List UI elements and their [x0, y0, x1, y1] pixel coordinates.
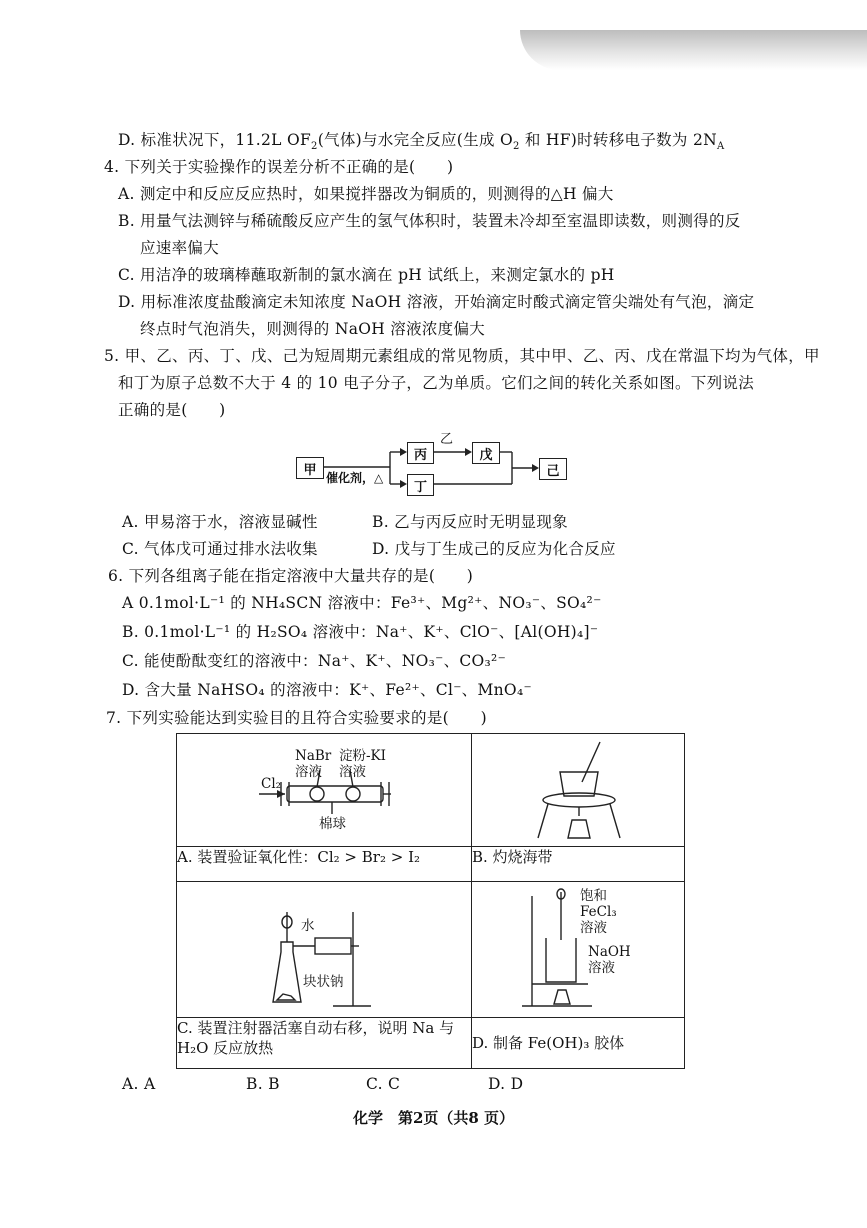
node-jia: 甲 [296, 457, 324, 479]
label-nabr: NaBr [295, 748, 332, 764]
label-nabr-solution: 溶液 [295, 764, 322, 780]
scan-shadow [520, 30, 867, 70]
node-bing: 丙 [407, 442, 434, 464]
q4-option-c: C. 用洁净的玻璃棒蘸取新制的氯水滴在 pH 试纸上，来测定氯水的 pH [118, 266, 615, 284]
q7-experiment-table [176, 733, 685, 1069]
node-wu: 戊 [472, 442, 500, 464]
caption-a: A. 装置验证氧化性：Cl₂ > Br₂ > I₂ [177, 847, 472, 882]
caption-c-line2: H₂O 反应放热 [177, 1039, 274, 1057]
q6-option-d: D. 含大量 NaHSO₄ 的溶液中：K⁺、Fe²⁺、Cl⁻、MnO₄⁻ [122, 681, 532, 699]
label-water: 水 [301, 918, 315, 934]
node-ding: 丁 [407, 474, 434, 496]
q4-option-b-line2: 应速率偏大 [140, 239, 220, 257]
label-sodium-block: 块状钠 [303, 974, 344, 990]
q4-option-d-line1: D. 用标准浓度盐酸滴定未知浓度 NaOH 溶液，开始滴定时酸式滴定管尖端处有气泡，滴定 [118, 293, 755, 311]
caption-b: B. 灼烧海带 [472, 847, 685, 882]
label-naoh: NaOH [588, 944, 631, 960]
caption-c [177, 1018, 472, 1069]
q7-option-b: B. B [246, 1075, 280, 1093]
q6-option-a: A 0.1mol·L⁻¹ 的 NH₄SCN 溶液中：Fe³⁺、Mg²⁺、NO₃⁻、SO₄²⁻ [122, 594, 602, 612]
caption-d: D. 制备 Fe(OH)₃ 胶体 [472, 1018, 685, 1069]
q5-stem-line1: 5. 甲、乙、丙、丁、戊、己为短周期元素组成的常见物质，其中甲、乙、丙、戊在常温下均为气体，甲 [104, 347, 820, 365]
cell-figure-b [472, 734, 685, 847]
figure-d-apparatus [472, 882, 684, 1017]
q6-option-c: C. 能使酚酞变红的溶液中：Na⁺、K⁺、NO₃⁻、CO₃²⁻ [122, 652, 507, 670]
label-starch-ki: 淀粉-KI [339, 748, 386, 764]
q4-stem: 4. 下列关于实验操作的误差分析不正确的是( ) [104, 158, 454, 176]
q5-conversion-diagram [290, 430, 570, 500]
q4-option-d-line2: 终点时气泡消失，则测得的 NaOH 溶液浓度偏大 [140, 320, 486, 338]
q5-option-d: D. 戊与丁生成己的反应为化合反应 [372, 540, 616, 558]
q4-option-a: A. 测定中和反应反应热时，如果搅拌器改为铜质的，则测得的△H 偏大 [118, 185, 614, 203]
q5-option-b: B. 乙与丙反应时无明显现象 [372, 513, 568, 531]
figure-b-crucible [472, 734, 684, 846]
node-ji: 己 [539, 458, 567, 480]
cell-figure-d [472, 882, 685, 1018]
label-cotton: 棉球 [319, 816, 346, 832]
label-fecl3-solution: 溶液 [580, 920, 607, 936]
caption-c-line1: C. 装置注射器活塞自动右移，说明 Na 与 [177, 1019, 455, 1037]
label-fecl3: FeCl₃ [580, 904, 617, 920]
figure-c-apparatus [177, 882, 471, 1017]
label-saturated: 饱和 [580, 888, 607, 904]
q4-option-b-line1: B. 用量气法测锌与稀硫酸反应产生的氢气体积时，装置未冷却至室温即读数，则测得的反 [118, 212, 741, 230]
q6-option-b: B. 0.1mol·L⁻¹ 的 H₂SO₄ 溶液中：Na⁺、K⁺、ClO⁻、[Al(OH)₄]⁻ [122, 623, 599, 641]
label-starch-ki-solution: 溶液 [339, 764, 366, 780]
q5-option-a: A. 甲易溶于水，溶液显碱性 [122, 513, 318, 531]
q7-option-d: D. D [488, 1075, 524, 1093]
cell-figure-c [177, 882, 472, 1018]
q7-option-a: A. A [122, 1075, 156, 1093]
q7-option-c: C. C [366, 1075, 401, 1093]
label-condition: 催化剂，△ [326, 471, 384, 485]
page-footer: 化学 第2页（共8 页） [352, 1109, 515, 1127]
cell-figure-a [177, 734, 472, 847]
q5-stem-line3: 正确的是( ) [118, 401, 226, 419]
q5-option-c: C. 气体戊可通过排水法收集 [122, 540, 318, 558]
q7-stem: 7. 下列实验能达到实验目的且符合实验要求的是( ) [106, 709, 487, 727]
q5-stem-line2: 和丁为原子总数不大于 4 的 10 电子分子，乙为单质。它们之间的转化关系如图。下列说法 [118, 374, 754, 392]
label-yi: 乙 [440, 432, 454, 447]
q3-option-d: D. 标准状况下，11.2L $OF_2$(气体)与水完全反应(生成 $O_2$ 和 HF)时转移电子数为 $2N_A$ [118, 131, 725, 153]
q6-stem: 6. 下列各组离子能在指定溶液中大量共存的是( ) [108, 567, 474, 585]
label-naoh-solution: 溶液 [588, 960, 615, 976]
label-cl2: Cl₂ [261, 776, 282, 792]
